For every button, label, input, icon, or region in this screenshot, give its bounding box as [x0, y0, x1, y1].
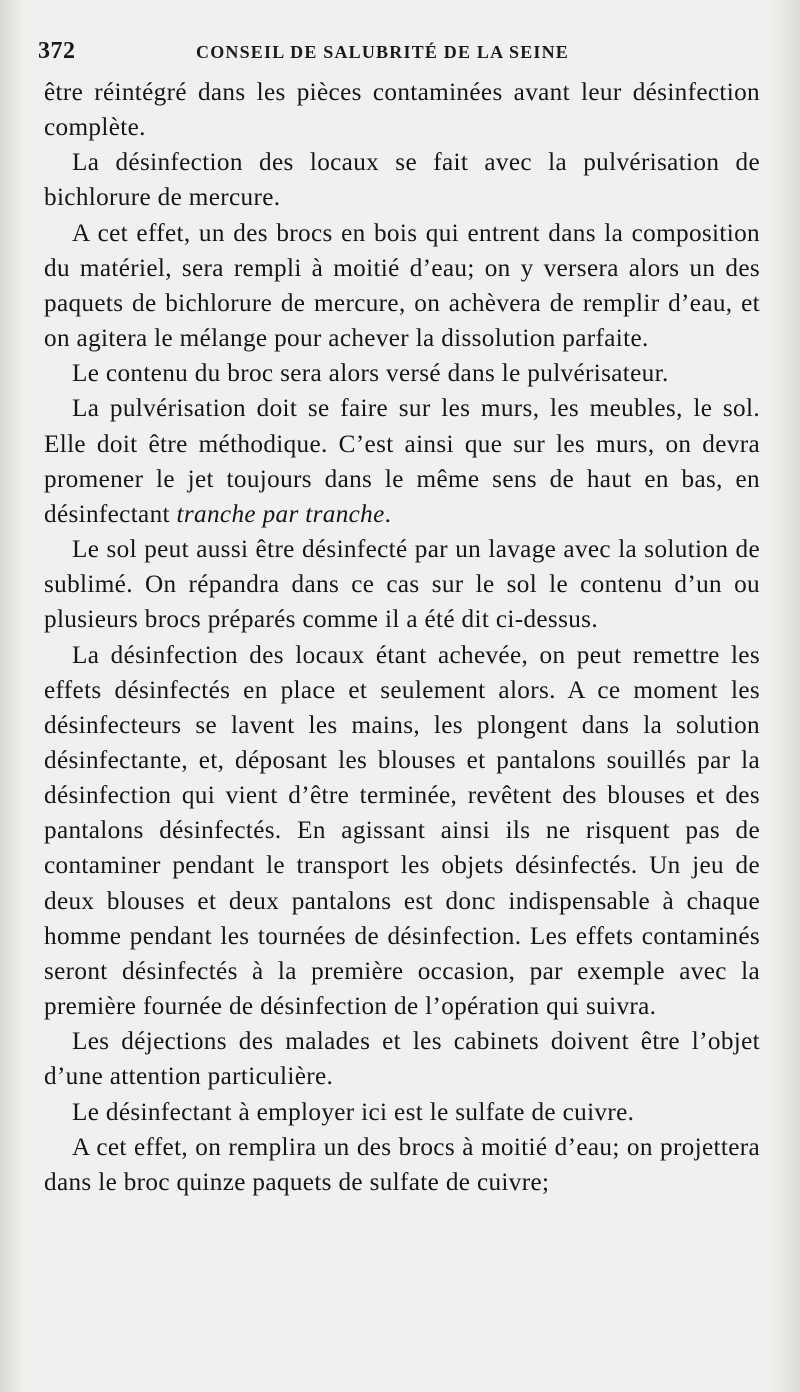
paragraph-3: A cet effet, un des brocs en bois qui entrent dans la composition du matériel, sera rempli à moitié d’eau; on y versera alors un des paquets de bichlorure de mercure, on achèvera de remplir d’eau, et on agitera le mélange pour achever la dissolution parfaite.	[44, 219, 760, 353]
running-head: CONSEIL DE SALUBRITÉ DE LA SEINE	[196, 42, 570, 62]
paragraph-6: Le sol peut aussi être désinfecté par un lavage avec la solution de sublimé. On répandra dans ce cas sur le sol le contenu d’un ou plusieurs brocs préparés comme il a été dit ci-dessus.	[44, 536, 760, 634]
body-text	[44, 75, 760, 1200]
paragraph-5	[44, 391, 760, 532]
paragraph-9: Le désinfectant à employer ici est le sulfate de cuivre.	[72, 1098, 635, 1126]
page-number: 372	[38, 38, 76, 64]
paragraph-5-end: .	[384, 500, 392, 528]
paragraph-7: La désinfection des locaux étant achevée, on peut remettre les effets désinfectés en place et seulement alors. A ce moment les désinfecteurs se lavent les mains, les plongent dans la solution désinfectante, et, déposant les blouses et pantalons souillés par la désinfection qui vient d’être terminée, revêtent des blouses et des pantalons désinfectés. En agissant ainsi ils ne risquent pas de contaminer pendant le transport les objets désinfectés. Un jeu de deux blouses et deux pantalons est donc indispensable à chaque homme pendant les tournées de désinfection. Les effets contaminés seront désinfectés à la première occasion, par exemple avec la première fournée de désinfection de l’opération qui suivra.	[44, 641, 760, 1021]
page-shadow-left	[0, 0, 24, 1392]
paragraph-2: La désinfection des locaux se fait avec la pulvérisation de bichlorure de mercure.	[44, 149, 760, 212]
page-shadow-right	[770, 0, 800, 1392]
paragraph-1: être réintégré dans les pièces contaminées avant leur désinfection complète.	[44, 79, 760, 142]
paragraph-8: Les déjections des malades et les cabinets doivent être l’objet d’une attention particulière.	[44, 1028, 760, 1091]
paragraph-5-text: La pulvérisation doit se faire sur les murs, les meubles, le sol. Elle doit être méthodique. C’est ainsi que sur les murs, on devra promener le jet toujours dans le même sens de haut en bas, en désinfectant	[44, 395, 760, 528]
page-header	[38, 38, 762, 74]
paragraph-10: A cet effet, on remplira un des brocs à moitié d’eau; on projettera dans le broc quinze paquets de sulfate de cuivre;	[44, 1133, 760, 1196]
paragraph-4: Le contenu du broc sera alors versé dans le pulvérisateur.	[72, 360, 669, 388]
paragraph-5-italic: tranche par tranche	[176, 500, 385, 528]
